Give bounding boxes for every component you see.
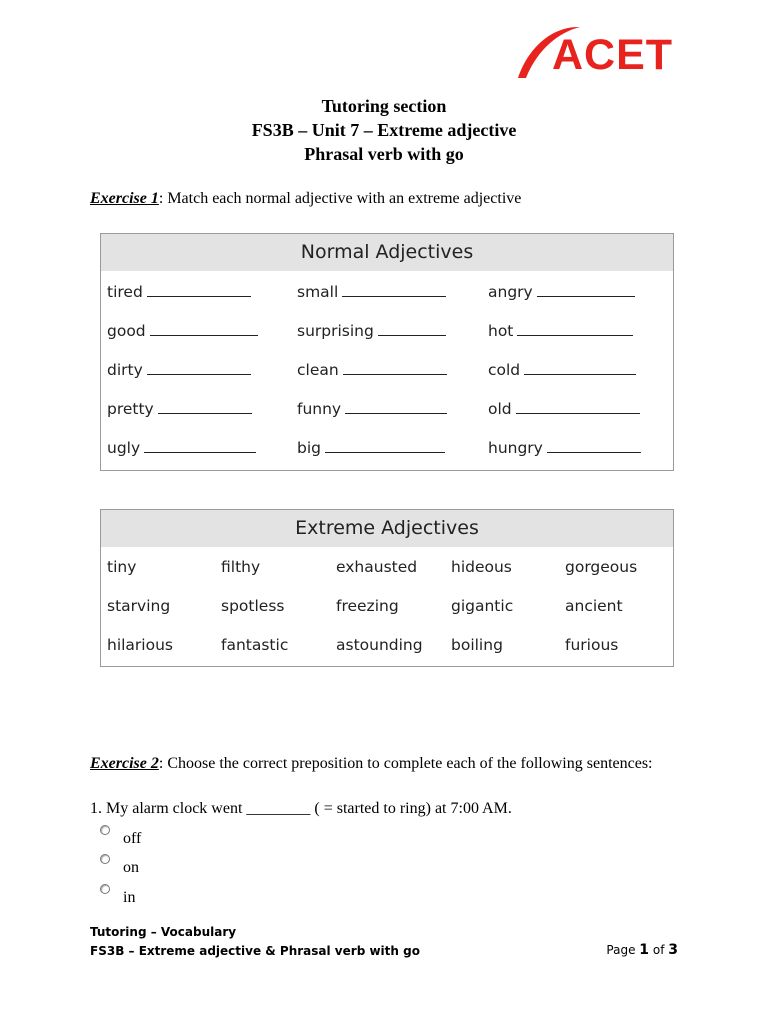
title-line-2: FS3B – Unit 7 – Extreme adjective (251, 120, 517, 140)
answer-blank-line[interactable] (378, 321, 446, 336)
normal-adjective-word: big (297, 439, 321, 457)
extreme-adjective-item: tiny (107, 558, 137, 576)
extreme-adjective-item: gorgeous (565, 558, 638, 576)
normal-adjective-word: ugly (107, 439, 141, 457)
normal-adjective-item (482, 351, 673, 390)
extreme-adjective-item: spotless (221, 597, 285, 615)
answer-blank-line[interactable] (343, 360, 447, 375)
normal-adjective-item (482, 273, 673, 312)
normal-adjective-item (101, 390, 291, 429)
extreme-adjectives-heading: Extreme Adjectives (101, 510, 673, 547)
question-1-option-off[interactable] (100, 829, 141, 849)
title-line-3: Phrasal verb with go (304, 144, 464, 164)
extreme-adjective-item: filthy (221, 558, 261, 576)
answer-blank-line[interactable] (345, 399, 447, 414)
footer-line-2: FS3B – Extreme adjective & Phrasal verb with go (90, 944, 420, 958)
answer-blank-line[interactable] (537, 282, 635, 297)
exercise-1-label: Exercise 1 (90, 190, 159, 207)
normal-adjective-word: cold (488, 361, 521, 379)
extreme-adjective-item: ancient (565, 597, 623, 615)
normal-adjective-word: clean (297, 361, 339, 379)
extreme-adjective-item: hilarious (107, 636, 173, 654)
extreme-adjectives-grid (101, 547, 673, 666)
normal-adjective-item (291, 351, 482, 390)
exercise-1-instruction (90, 189, 521, 209)
question-1-text: 1. My alarm clock went ________ ( = started to ring) at 7:00 AM. (90, 800, 512, 817)
normal-adjective-word: good (107, 322, 146, 340)
normal-adjective-item (101, 312, 291, 351)
answer-blank-line[interactable] (524, 360, 636, 375)
logo-text: ACET (552, 31, 674, 79)
normal-adjective-item (291, 273, 482, 312)
normal-adjective-item (101, 351, 291, 390)
normal-adjective-item (291, 390, 482, 429)
extreme-adjective-item: fantastic (221, 636, 289, 654)
question-1-option-on[interactable] (100, 858, 139, 878)
exercise-2-label: Exercise 2 (90, 755, 159, 772)
answer-blank-line[interactable] (517, 321, 633, 336)
acet-logo (516, 22, 694, 84)
option-label: in (123, 889, 136, 906)
normal-adjectives-table (100, 233, 674, 471)
extreme-adjective-item: exhausted (336, 558, 418, 576)
answer-blank-line[interactable] (325, 438, 445, 453)
normal-adjective-word: old (488, 400, 512, 418)
page-number (606, 942, 678, 958)
normal-adjective-word: angry (488, 283, 533, 301)
normal-adjective-word: tired (107, 283, 143, 301)
normal-adjective-word: funny (297, 400, 342, 418)
normal-adjective-word: surprising (297, 322, 374, 340)
answer-blank-line[interactable] (150, 321, 258, 336)
extreme-adjective-item: gigantic (451, 597, 514, 615)
document-title (0, 94, 768, 166)
normal-adjective-word: pretty (107, 400, 154, 418)
extreme-adjective-item: hideous (451, 558, 512, 576)
answer-blank-line[interactable] (158, 399, 252, 414)
answer-blank-line[interactable] (547, 438, 641, 453)
exercise-2-instruction (90, 754, 653, 774)
normal-adjective-item (291, 429, 482, 468)
answer-blank-line[interactable] (147, 282, 251, 297)
answer-blank-line[interactable] (144, 438, 256, 453)
exercise-1-text: : Match each normal adjective with an extreme adjective (158, 190, 522, 207)
radio-button-icon[interactable] (100, 854, 110, 864)
normal-adjective-item (482, 312, 673, 351)
normal-adjective-word: hot (488, 322, 514, 340)
normal-adjective-word: small (297, 283, 339, 301)
page-of: of (649, 943, 669, 957)
title-line-1: Tutoring section (321, 96, 447, 116)
normal-adjective-word: dirty (107, 361, 143, 379)
extreme-adjective-item: starving (107, 597, 171, 615)
extreme-adjective-item: freezing (336, 597, 399, 615)
footer-line-1: Tutoring – Vocabulary (90, 925, 237, 939)
answer-blank-line[interactable] (147, 360, 251, 375)
normal-adjective-item (291, 312, 482, 351)
normal-adjective-item (482, 390, 673, 429)
option-label: on (123, 859, 139, 876)
normal-adjective-item (482, 429, 673, 468)
page-current: 1 (639, 942, 650, 958)
radio-button-icon[interactable] (100, 884, 110, 894)
normal-adjective-item (101, 273, 291, 312)
normal-adjectives-grid (101, 271, 673, 470)
exercise-2-text: : Choose the correct preposition to complete each of the following sentences: (158, 755, 653, 772)
option-label: off (123, 830, 142, 847)
question-1-option-in[interactable] (100, 888, 135, 908)
normal-adjectives-heading: Normal Adjectives (101, 234, 673, 271)
extreme-adjective-item: astounding (336, 636, 423, 654)
answer-blank-line[interactable] (516, 399, 640, 414)
page-total: 3 (668, 942, 678, 958)
extreme-adjectives-table (100, 509, 674, 667)
normal-adjective-word: hungry (488, 439, 543, 457)
extreme-adjective-item: boiling (451, 636, 503, 654)
extreme-adjective-item: furious (565, 636, 619, 654)
radio-button-icon[interactable] (100, 825, 110, 835)
normal-adjective-item (101, 429, 291, 468)
page-prefix: Page (606, 943, 640, 957)
answer-blank-line[interactable] (342, 282, 446, 297)
